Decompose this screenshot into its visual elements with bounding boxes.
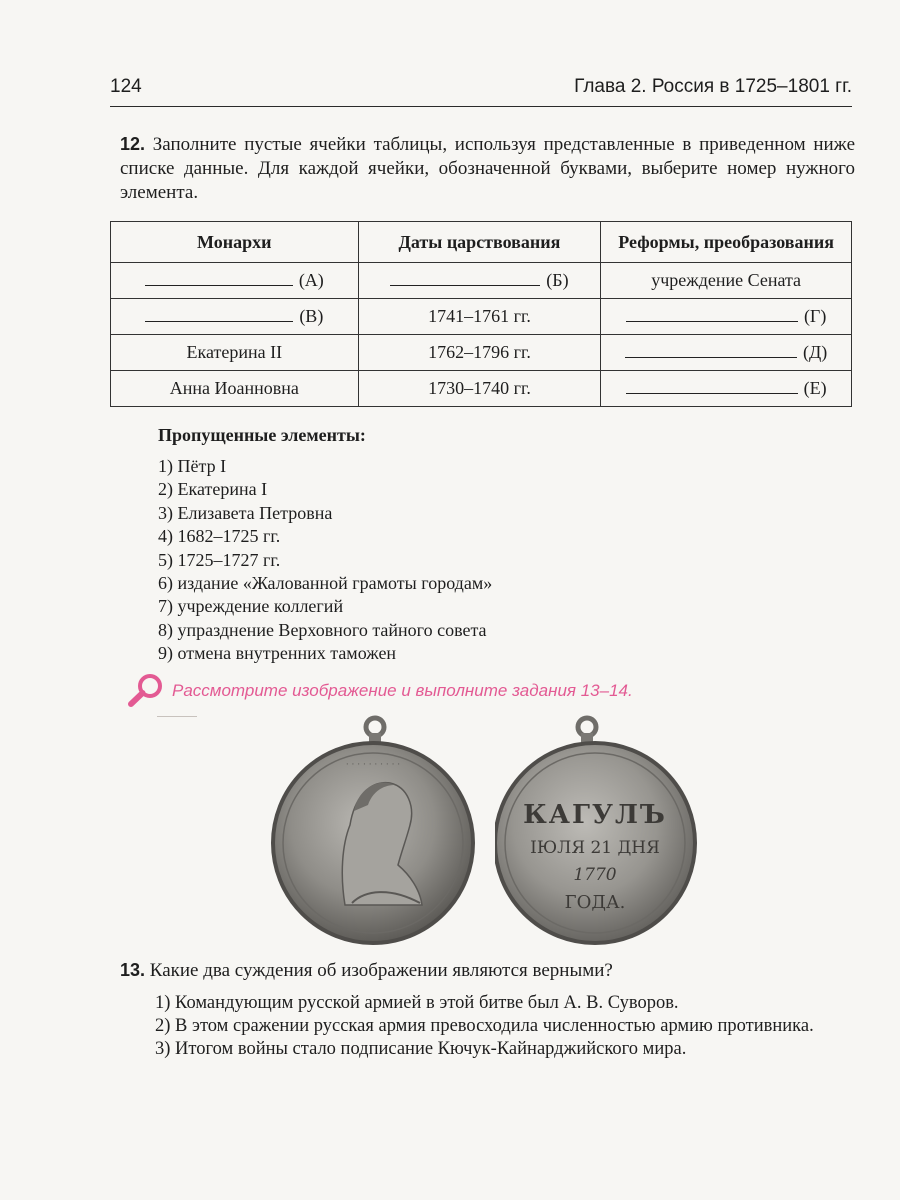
chapter-title: Глава 2. Россия в 1725–1801 гг. <box>574 76 852 97</box>
table-row <box>111 335 852 371</box>
table-header-row <box>111 222 852 263</box>
list-item: 7) учреждение коллегий <box>158 596 344 617</box>
task-13-options <box>155 992 855 1061</box>
cell-dates[interactable] <box>358 263 601 299</box>
list-item: 6) издание «Жалованной грамоты городам» <box>158 573 493 594</box>
cell-dates: 1741–1761 гг. <box>358 299 601 335</box>
divider <box>157 716 197 717</box>
task-12-text: Заполните пустые ячейки таблицы, используя представленные в приведенном ниже списке данные. Для каждой ячейки, обозначенной буквами, выберите номер нужного элемента. <box>120 134 855 203</box>
cell-dates: 1762–1796 гг. <box>358 335 601 371</box>
cell-reform: учреждение Сената <box>601 263 852 299</box>
answer-blank <box>390 271 540 286</box>
list-item: 3) Елизавета Петровна <box>158 502 333 523</box>
prompt-text: Рассмотрите изображение и выполните задания 13–14. <box>172 681 633 700</box>
page-number: 124 <box>110 76 142 97</box>
medal-line: ГОДА. <box>564 892 626 913</box>
answer-blank <box>145 307 293 322</box>
task-12 <box>120 132 855 205</box>
answer-blank <box>625 343 797 358</box>
list-item: 5) 1725–1727 гг. <box>158 549 281 570</box>
cell-monarch: Екатерина II <box>111 335 359 371</box>
medal-line: 1770 <box>573 865 617 885</box>
cell-label: (А) <box>298 270 324 290</box>
medal-line: ІЮЛЯ 21 ДНЯ <box>530 838 660 858</box>
cell-dates: 1730–1740 гг. <box>358 371 601 407</box>
list-item: 1) Пётр I <box>158 456 227 476</box>
cell-reform[interactable] <box>601 335 852 371</box>
medal-reverse-image <box>495 715 705 947</box>
page-header <box>110 74 852 107</box>
list-item: 9) отмена внутренних таможен <box>158 643 397 664</box>
missing-elements-title: Пропущенные элементы: <box>158 425 366 445</box>
header-reforms: Реформы, преобразования <box>601 222 852 263</box>
answer-blank <box>626 379 798 394</box>
task-13-number: 13. <box>120 960 146 980</box>
missing-elements-list <box>158 455 492 666</box>
task-12-number: 12. <box>120 134 146 154</box>
option-item[interactable]: 1) Командующим русской армией в этой битве был А. В. Суворов. <box>155 993 679 1013</box>
cell-label: (Д) <box>803 342 828 362</box>
cell-monarch[interactable] <box>111 299 359 335</box>
task-13-text: Какие два суждения об изображении являются верными? <box>149 960 613 981</box>
svg-text:· · · · · · · · · ·: · · · · · · · · · · <box>345 760 401 770</box>
cell-monarch[interactable] <box>111 263 359 299</box>
table-row <box>111 263 852 299</box>
cell-reform[interactable] <box>601 299 852 335</box>
option-item[interactable]: 2) В этом сражении русская армия превосходила численностью армию противника. <box>155 1016 814 1036</box>
table-row <box>111 299 852 335</box>
cell-label: (В) <box>299 306 324 326</box>
medal-line: КАГУЛЪ <box>523 800 667 830</box>
magnifier-icon <box>126 672 166 708</box>
medal-obverse-image <box>270 715 475 947</box>
cell-reform[interactable] <box>601 371 852 407</box>
image-prompt <box>126 672 826 712</box>
header-dates: Даты царствования <box>358 222 601 263</box>
monarchs-table <box>110 221 852 407</box>
task-13 <box>120 958 855 983</box>
cell-label: (Г) <box>803 306 827 326</box>
cell-label: (Е) <box>803 378 827 398</box>
answer-blank <box>145 271 293 286</box>
answer-blank <box>626 307 798 322</box>
list-item: 8) упразднение Верховного тайного совета <box>158 619 487 640</box>
list-item: 4) 1682–1725 гг. <box>158 526 281 547</box>
cell-label: (Б) <box>546 270 569 290</box>
header-monarchs: Монархи <box>111 222 359 263</box>
option-item[interactable]: 3) Итогом войны стало подписание Кючук-Кайнарджийского мира. <box>155 1039 687 1059</box>
cell-monarch: Анна Иоанновна <box>111 371 359 407</box>
list-item: 2) Екатерина I <box>158 479 268 500</box>
table-row <box>111 371 852 407</box>
